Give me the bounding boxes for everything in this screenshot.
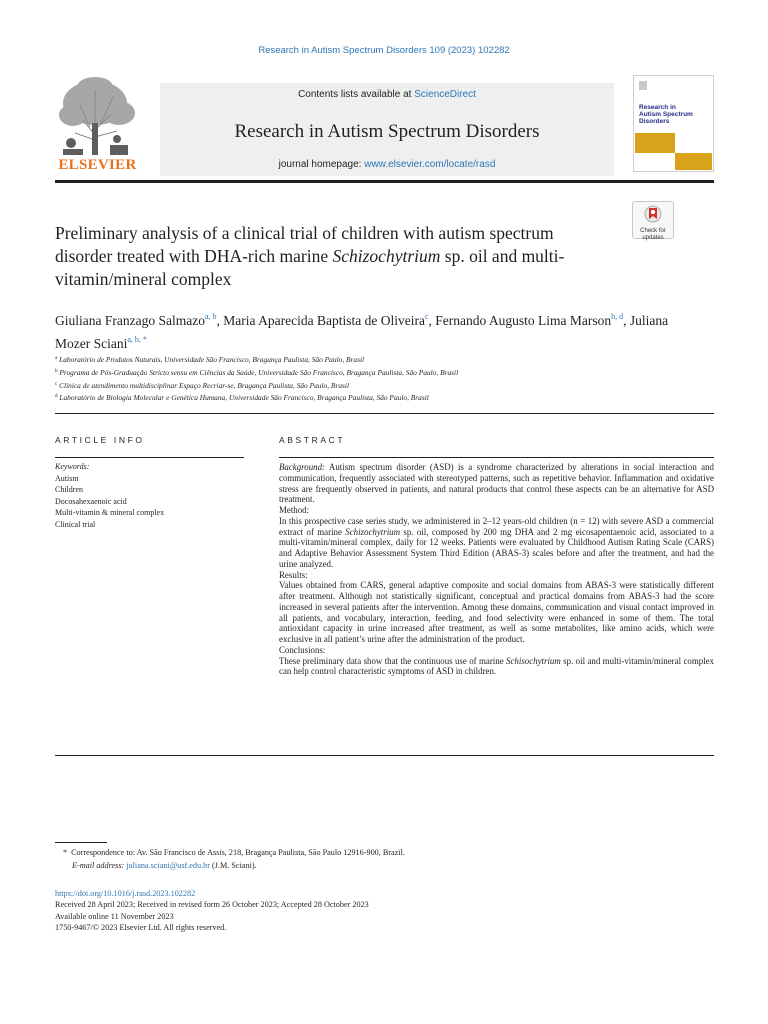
keyword-item: Children [55,485,83,495]
affiliation-mark: b [55,368,58,374]
sciencedirect-link[interactable]: ScienceDirect [414,89,476,100]
author-name[interactable]: Juliana Mozer Sciani [55,313,669,351]
abstract-conclusions [279,656,714,678]
title-text: Preliminary analysis of a clinical trial of children with autism spectrum disorder treated with DHA-rich marine [55,223,554,266]
cover-white-block [675,133,712,153]
cover-title: Research in Autism Spectrum Disorders [639,104,693,126]
journal-homepage-link[interactable]: www.elsevier.com/locate/rasd [364,159,496,170]
affiliation-text: Laboratório de Biologia Molecular e Genética Humana, Universidade São Francisco, Bragança Paulista, São Paulo, Brasil [59,393,429,403]
affiliation-item [55,379,714,392]
author-name[interactable]: Giuliana Franzago Salmazo [55,313,205,328]
homepage-prefix: journal homepage: [278,159,365,170]
affiliation-mark: a [55,356,58,361]
method-text-end: sp. oil, composed by 200 mg DHA and 2 mg eicosapentaenoic acid, associated to a multi-vitamin/mineral complex, daily for 12 weeks. Patients were evaluated by Childhood Autism Rating Scale (CARS) and Adaptive Behavior Assessment System Third Edition (ABAS-3) scales before and after the treatment, and had the urine analyzed. [279,526,714,569]
affiliation-list [55,353,714,404]
crossmark-icon [644,205,662,223]
author-affiliation-mark[interactable]: b, d [611,312,624,321]
abstract-background [279,462,714,505]
email-line [63,860,713,873]
keyword-item: Autism [55,473,79,483]
title-italic-species: Schizochytrium [332,246,441,266]
keyword-item: Multi-vitamin & mineral complex [55,508,165,518]
results-label: Results: [279,569,308,580]
conclusions-italic-species: Schisochytrium [506,655,561,666]
affiliation-text: Clínica de atendimento multidisciplinar Espaço Recriar-se, Bragança Paulista, São Paulo, Brasil [59,380,349,390]
abstract-heading: ABSTRACT [279,435,346,445]
author-affiliation-mark[interactable]: c [424,312,429,321]
doi-link[interactable]: https://doi.org/10.1016/j.rasd.2023.102282 [55,889,196,898]
journal-cover-thumbnail[interactable] [633,75,714,172]
author-email-link[interactable]: juliana.sciani@usf.edu.br [126,860,210,870]
affiliation-item [55,391,714,404]
elsevier-logo[interactable] [55,75,140,176]
title-text-end: sp. oil and multi-vitamin/mineral complex [55,246,565,289]
cover-publisher-icon [639,81,647,90]
conclusions-text-end: sp. oil and multi-vitamin/mineral complex can help control characteristic symptoms of ASD in children. [279,655,714,677]
conclusions-label: Conclusions: [279,644,326,655]
method-label: Method: [279,505,310,515]
author-name[interactable]: Fernando Augusto Lima Marson [435,313,612,328]
background-label: Background: [279,462,326,472]
crossmark-line2: updates [642,234,664,241]
elsevier-wordmark: ELSEVIER [58,157,137,173]
affiliation-item [55,353,714,366]
section-divider [55,413,714,414]
elsevier-tree-icon [55,75,140,157]
journal-masthead [55,75,714,176]
abstract-method [279,516,714,570]
author-list [55,307,705,353]
publication-info [55,888,714,933]
footnote-star: * [63,848,68,857]
keywords-block [55,461,244,531]
keyword-item: Clinical trial [55,519,96,529]
abstract-body [279,462,714,677]
journal-citation[interactable]: Research in Autism Spectrum Disorders 109 (2023) 102282 [258,45,510,56]
method-text: In this prospective case series study, we administered in 2–12 years-old children (n = 12) with severe ASD a commercial extract of marine [279,515,714,537]
correspondence-line [63,847,713,860]
keyword-item: Docosahexaenoic acid [55,496,127,506]
affiliation-text: Laboratório de Produtos Naturais, Universidade São Francisco, Bragança Paulista, São Paulo, Brasil [59,355,365,364]
footnote-rule [55,842,107,843]
abstract-end-divider [55,755,714,756]
abstract-rule [279,457,714,458]
conclusions-text: These preliminary data show that the continuous use of marine [279,655,507,666]
cover-gold-block [675,153,712,170]
copyright-line: 1750-9467/© 2023 Elsevier Ltd. All rights reserved. [55,922,227,932]
header-divider [55,180,714,183]
article-title [55,222,615,291]
author-separator: , [623,313,630,328]
author-name[interactable]: Maria Aparecida Baptista de Oliveira [223,313,425,328]
affiliation-mark: c [55,381,58,387]
email-label: E-mail address: [72,860,125,870]
method-italic-species: Schizochytrium [345,526,401,537]
crossmark-line1: Check for [640,228,666,234]
contents-prefix: Contents lists available at [298,89,415,100]
email-suffix: (J.M. Sciani). [210,860,257,870]
available-online-date: Available online 11 November 2023 [55,911,174,921]
check-for-updates-badge[interactable] [632,201,674,239]
journal-title: Research in Autism Spectrum Disorders [234,121,540,142]
keywords-label: Keywords: [55,462,90,471]
article-info-rule [55,457,244,458]
author-affiliation-mark[interactable]: a, b, * [127,335,147,344]
author-affiliation-mark[interactable]: a, b [204,312,217,321]
author-separator: , [428,313,436,328]
article-info-heading: ARTICLE INFO [55,435,145,445]
cover-white-block [635,153,675,170]
affiliation-mark: d [55,394,58,400]
affiliation-text: Programa de Pós-Graduação Stricto sensu em Ciências da Saúde, Universidade São Francisco, Bragança Paulista, São Paulo, Brasil [59,367,459,377]
correspondence-text: Correspondence to: Av. São Francisco de Assis, 218, Bragança Paulista, São Paulo 12916-900, Brazil. [71,848,405,857]
received-dates: Received 28 April 2023; Received in revised form 26 October 2023; Accepted 28 October 2023 [55,900,369,910]
author-separator: , [216,313,224,328]
abstract-results: Values obtained from CARS, general adaptive composite and social domains from ABAS-3 were statistically different after treatment. Although not statistically significant, conceptual and practical domains from ABAS-3 had the score increased in several patients after the intervention. Among these domains, communication and visual contact improved in all patients, and vocabulary, interaction, feeding, and food selectivity were enhanced in some of them. The total antioxidant capacity in urine increased after treatment, as well as some metabolites, like amino acids, which were exclusive in all patient’s urine after the administration of the product. [279,580,714,644]
homepage-line [160,159,614,170]
background-text: Autism spectrum disorder (ASD) is a syndrome characterized by alterations in social interaction and communication, frequently associated with stereotyped patterns, such as repetitive behavior. Inflammation and oxidative stress are frequently observed in patients, and natural products that control these aspects can be an alternative for ASD treatment. [279,462,714,505]
correspondence-footnote [63,847,713,872]
journal-banner [160,83,614,176]
cover-gold-block [635,133,675,153]
contents-line [160,89,614,100]
affiliation-item [55,366,714,379]
cover-inner [635,77,712,170]
